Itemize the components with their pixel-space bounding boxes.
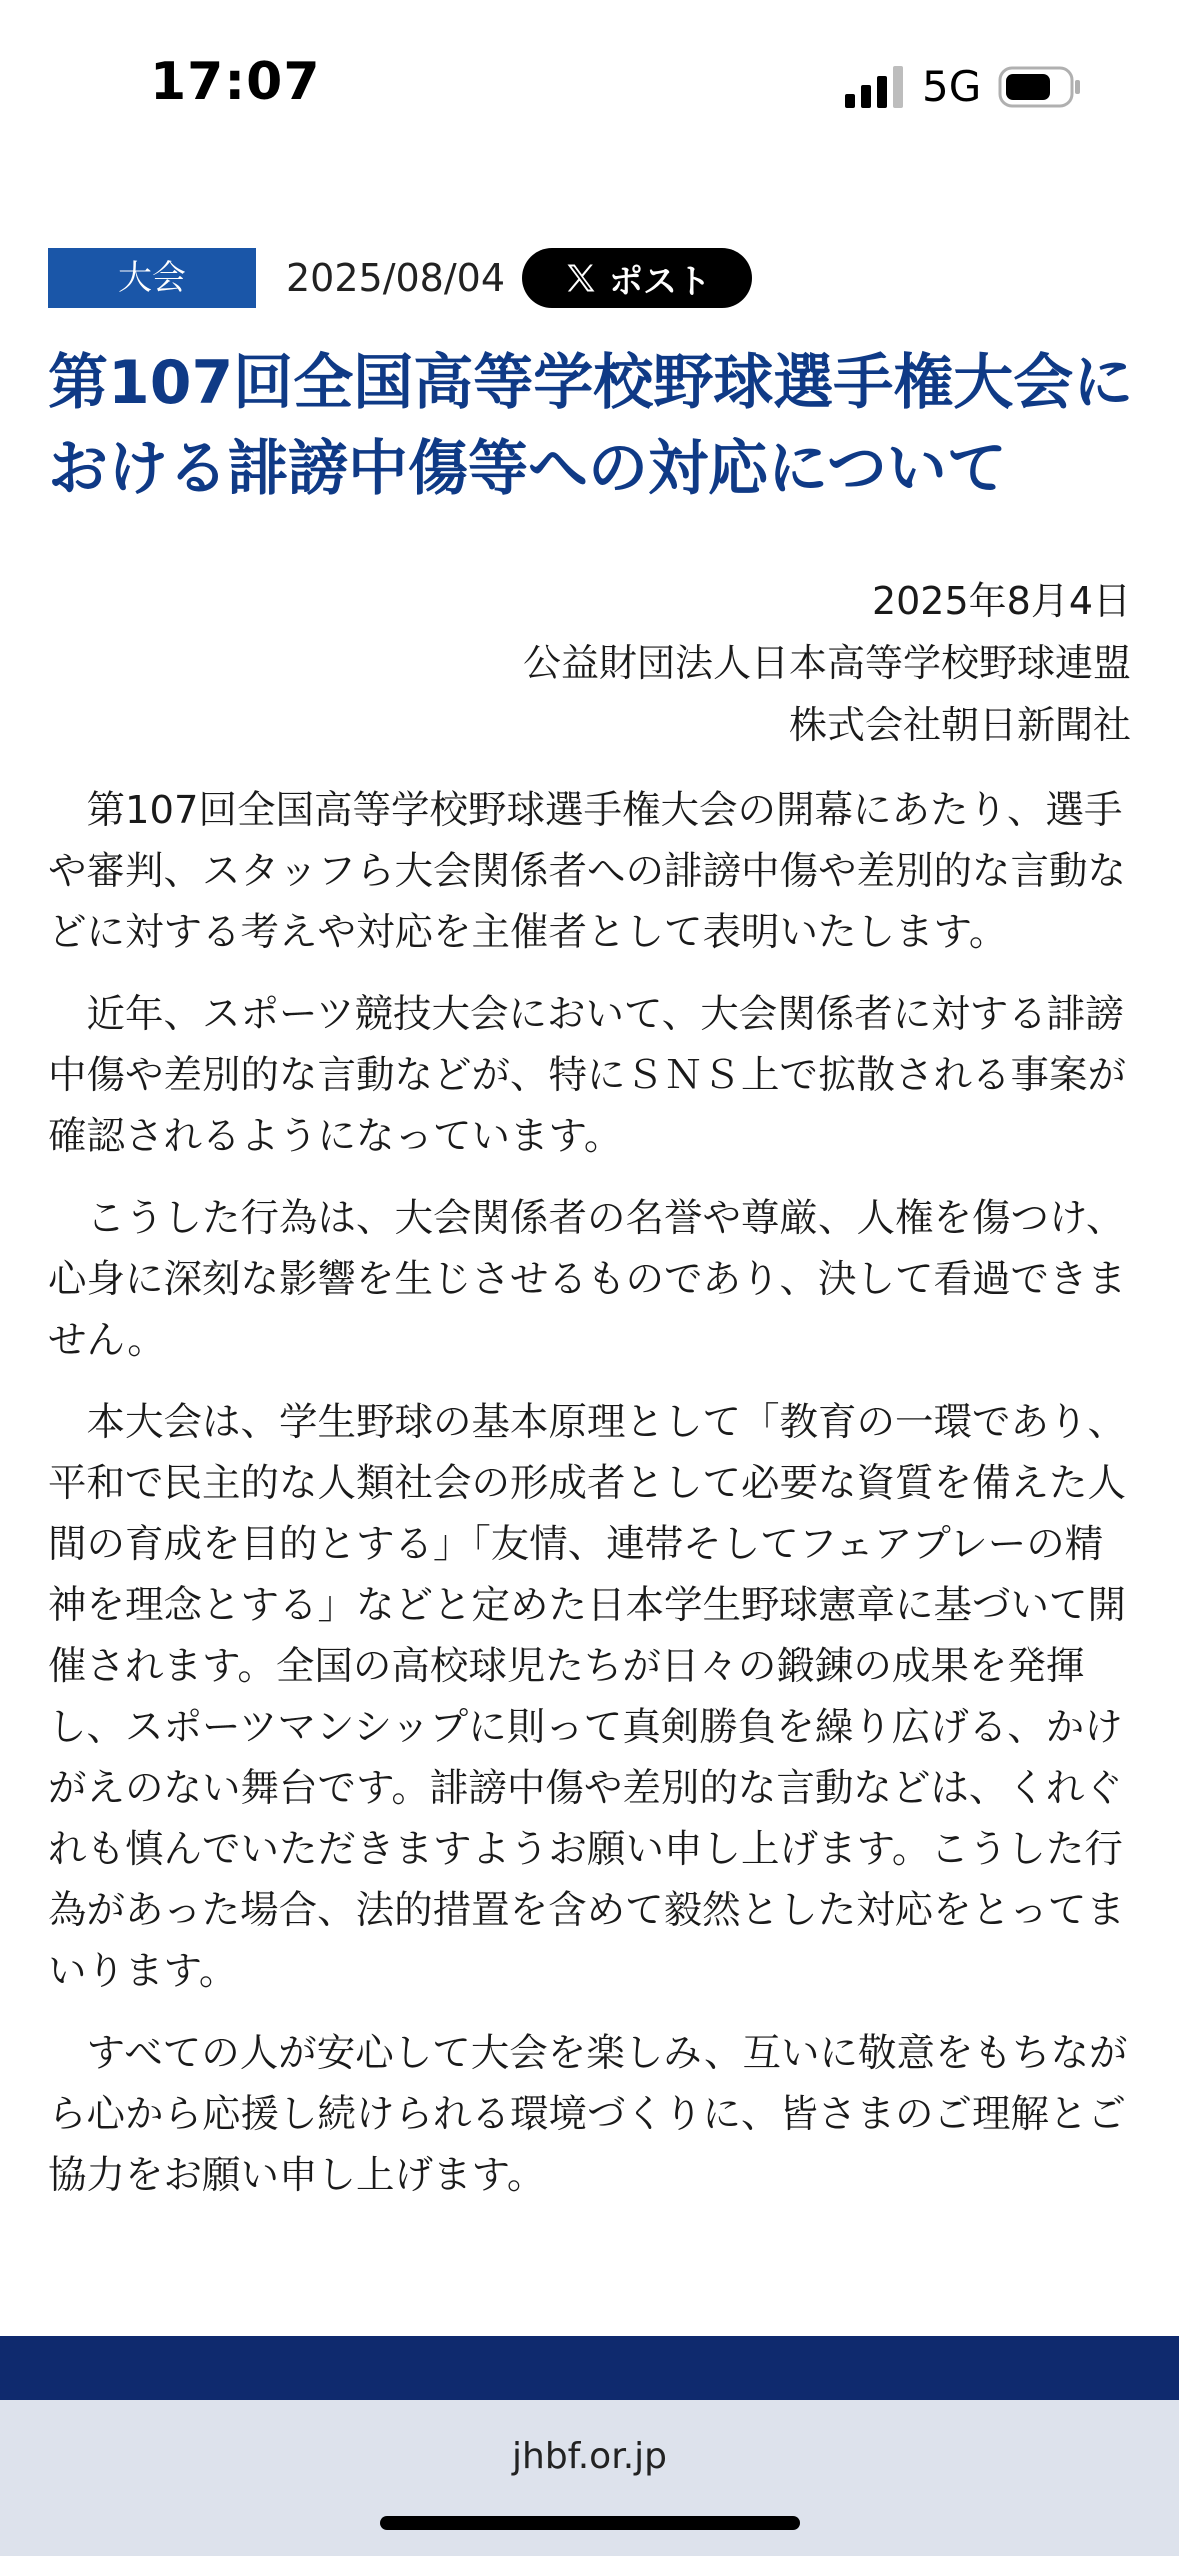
- article-title: 第107回全国高等学校野球選手権大会における誹謗中傷等への対応について: [48, 348, 1134, 504]
- x-post-label: ポスト: [609, 261, 711, 302]
- status-bar: [0, 0, 1179, 160]
- x-post-button[interactable]: [522, 248, 752, 308]
- signature-block: [523, 570, 1131, 756]
- home-indicator[interactable]: [380, 2516, 800, 2530]
- network-label: 5G: [922, 62, 982, 111]
- article-meta: [48, 248, 1138, 310]
- battery-icon: [998, 66, 1082, 108]
- body-paragraph: こうした行為は、大会関係者の名誉や尊厳、人権を傷つけ、心身に深刻な影響を生じさせるものであり、決して看過できません。: [48, 1196, 1127, 1363]
- status-time: 17:07: [150, 52, 321, 112]
- sign-org-asahi: 株式会社朝日新聞社: [788, 703, 1131, 747]
- body-paragraph: すべての人が安心して大会を楽しみ、互いに敬意をもちながら心から応援し続けられる環境づくりに、皆さまのご理解とご協力をお願い申し上げます。: [48, 2031, 1128, 2198]
- sign-date: 2025年8月4日: [871, 579, 1131, 623]
- browser-url-bar[interactable]: [0, 2400, 1179, 2556]
- category-badge[interactable]: 大会: [48, 248, 256, 308]
- body-paragraph: 第107回全国高等学校野球選手権大会の開幕にあたり、選手や審判、スタッフら大会関係者への誹謗中傷や差別的な言動などに対する考えや対応を主催者として表明いたします。: [48, 788, 1127, 955]
- url-text[interactable]: jhbf.or.jp: [512, 2436, 667, 2477]
- body-paragraph: 本大会は、学生野球の基本原理として「教育の一環であり、平和で民主的な人類社会の形成者として必要な資質を備えた人間の育成を目的とする」「友情、連帯そしてフェアプレーの精神を理念とする」などと定めた日本学生野球憲章に基づいて開催されます。全国の高校球児たちが日々の鍛錬の成果を発揮し、スポーツマンシップに則って真剣勝負を繰り広げる、かけがえのない舞台です。誹謗中傷や差別的な言動などは、くれぐれも慎んでいただきますようお願い申し上げます。こうした行為があった場合、法的措置を含めて毅然とした対応をとってまいります。: [48, 1400, 1127, 1994]
- x-logo-icon: [563, 260, 599, 296]
- body-paragraph: 近年、スポーツ競技大会において、大会関係者に対する誹謗中傷や差別的な言動などが、特にＳＮＳ上で拡散される事案が確認されるようになっています。: [48, 992, 1127, 1159]
- post-date: 2025/08/04: [286, 256, 506, 300]
- article-body: [48, 780, 1138, 2227]
- site-footer-band: [0, 2336, 1179, 2400]
- sign-org-jhbf: 公益財団法人日本高等学校野球連盟: [522, 641, 1131, 685]
- signal-icon: [845, 66, 905, 108]
